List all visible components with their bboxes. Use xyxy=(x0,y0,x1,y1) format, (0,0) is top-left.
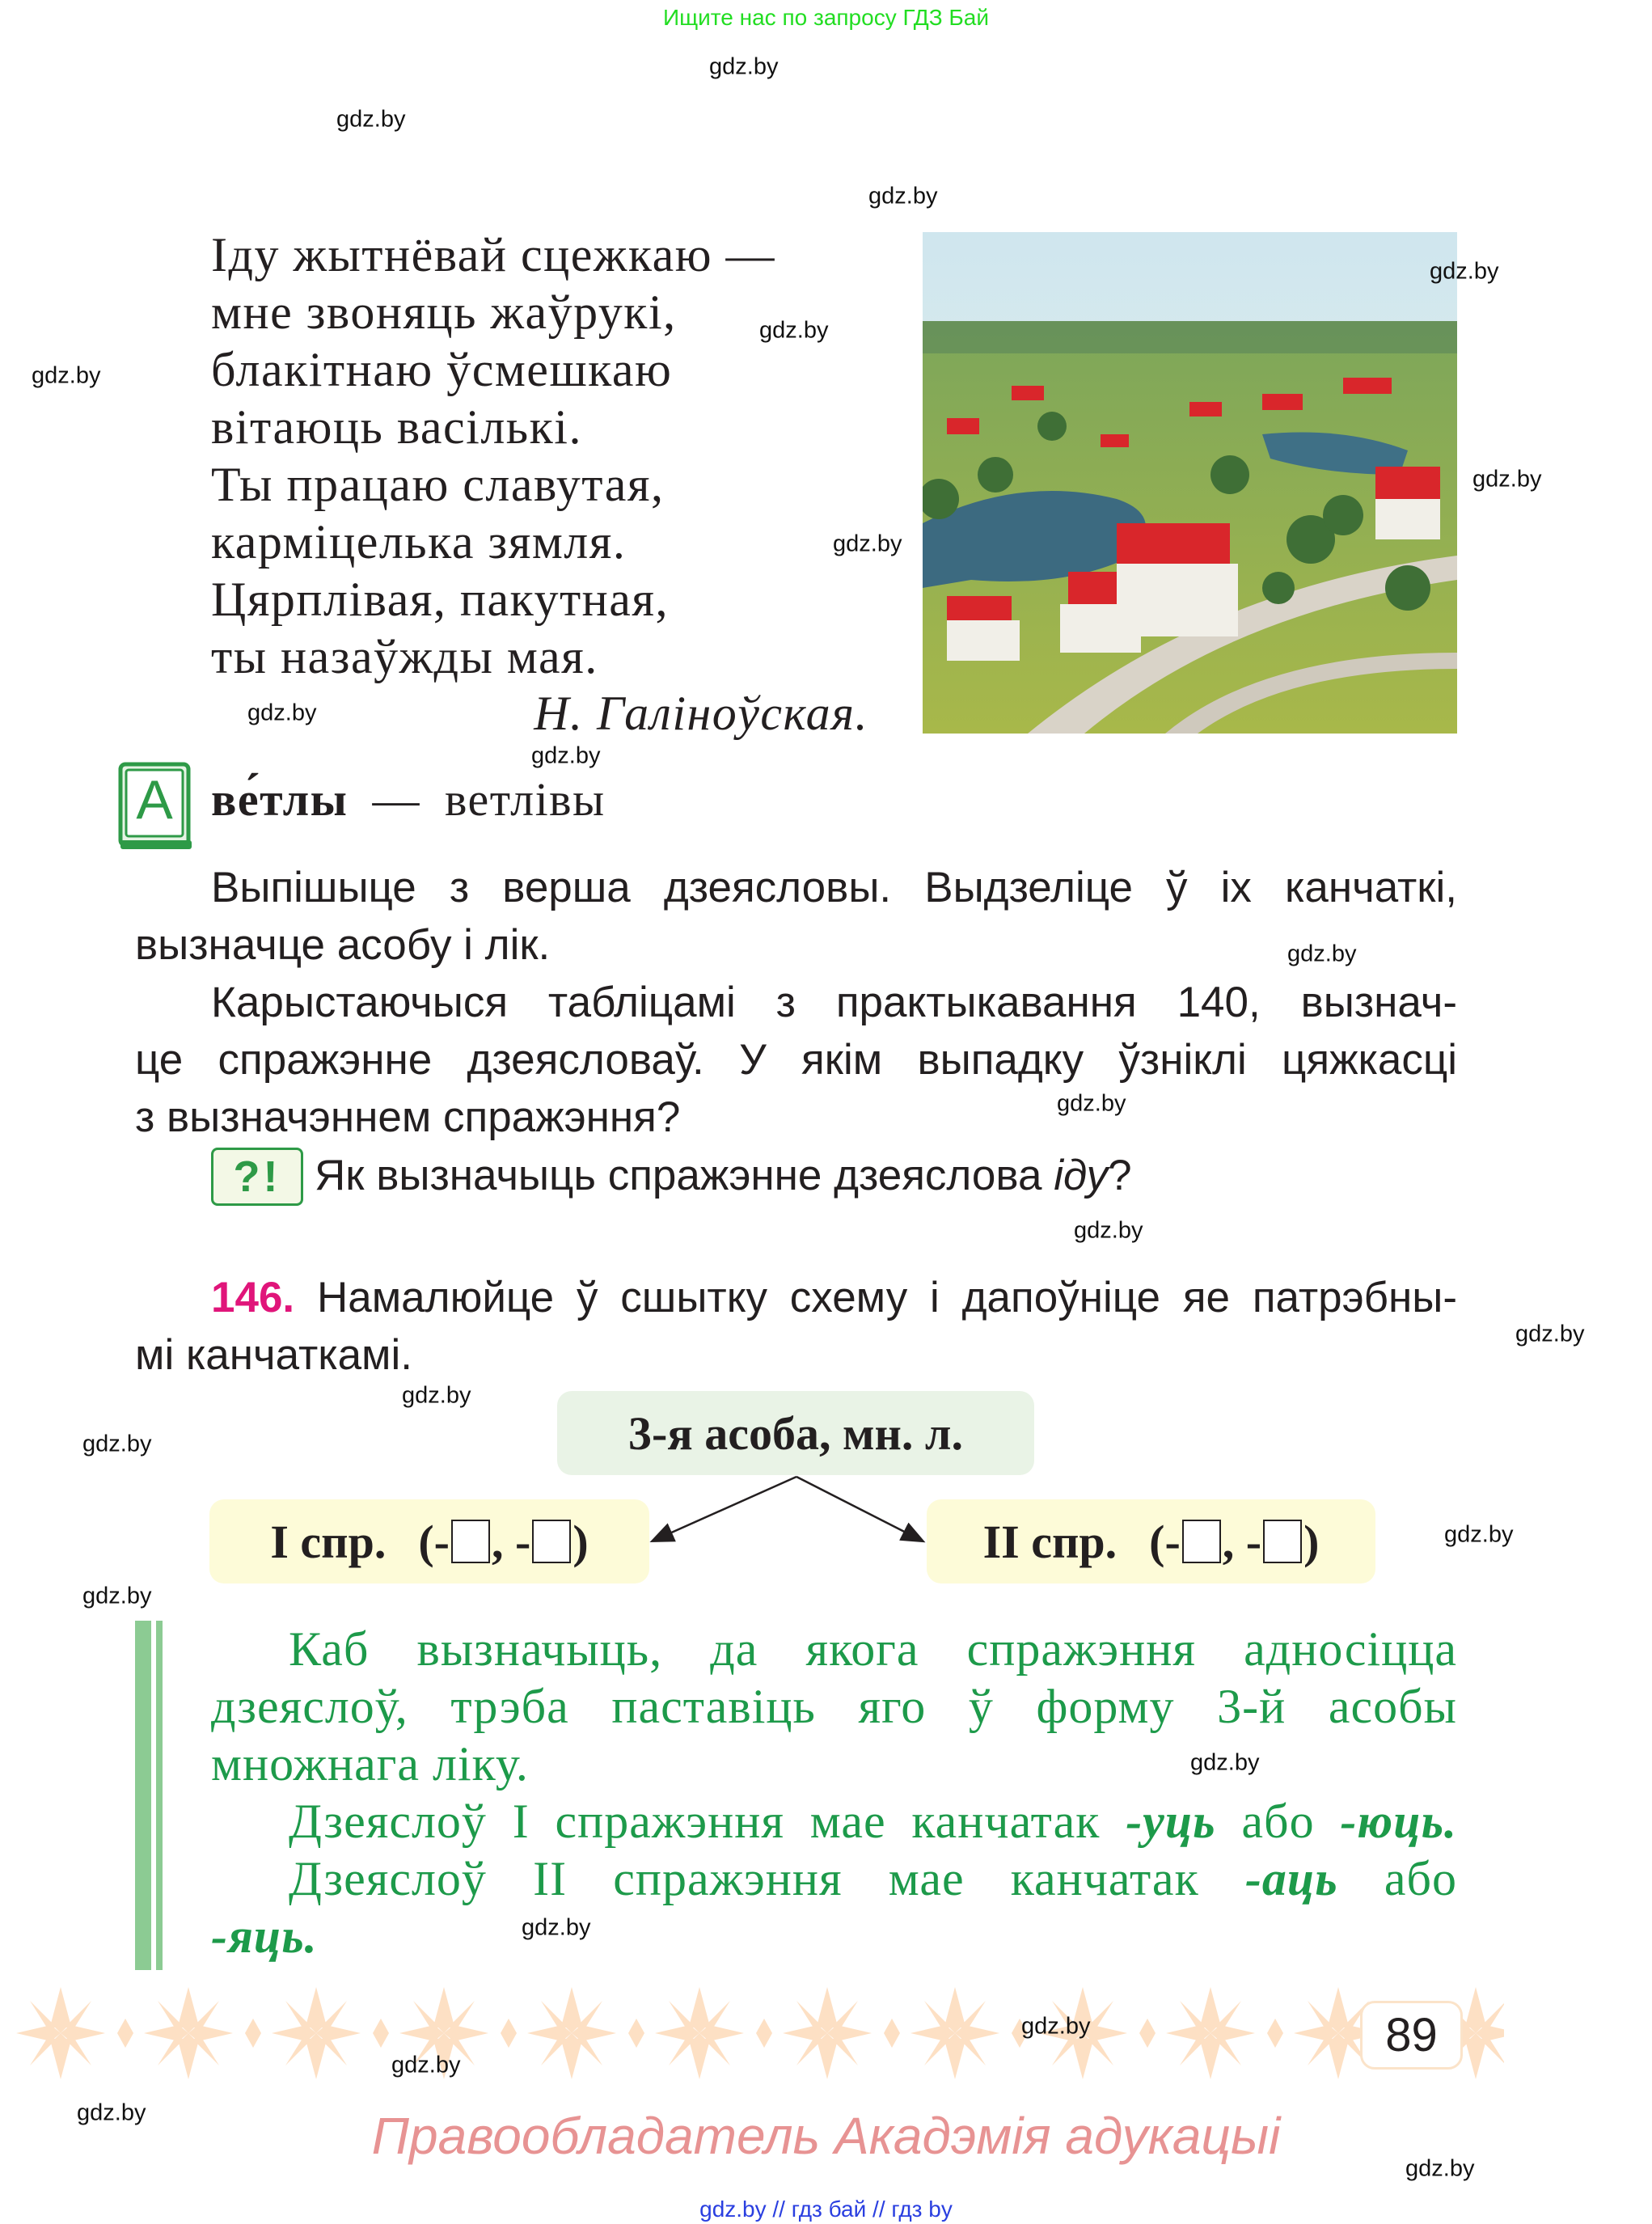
poem-line: Ты працаю славутая, xyxy=(211,458,665,511)
task-line: це спражэнне дзеясловаў. У якім выпадку ўзніклі цяжкасці xyxy=(135,1036,1457,1084)
exercise-line: мі канчаткамі. xyxy=(135,1331,412,1379)
diagram-conjugation-2-box xyxy=(927,1499,1375,1583)
watermark: gdz.by xyxy=(868,183,938,209)
conjugation-label: I спр. xyxy=(270,1515,387,1568)
task-line: з вызначэннем спражэння? xyxy=(135,1093,681,1141)
paren-close: ) xyxy=(572,1515,589,1568)
vocab-word: ве́тлы xyxy=(211,773,349,826)
exercise-line xyxy=(135,1269,1457,1326)
watermark: gdz.by xyxy=(1190,1749,1260,1776)
question-text-part: Як вызначыць спражэнне дзеяслова xyxy=(315,1152,1054,1199)
exercise-text: Намалюйце ў сшытку схему і дапоўніце яе патрэбны- xyxy=(294,1274,1457,1321)
search-banner[interactable]: Ищите нас по запросу ГДЗ Бай xyxy=(662,5,990,30)
watermark: gdz.by xyxy=(82,1431,152,1457)
rule-text: Дзеяслоў II спражэння мае канчатак xyxy=(289,1852,1245,1905)
dictionary-book-icon xyxy=(118,762,192,852)
arrow-left xyxy=(653,1477,796,1541)
watermark: gdz.by xyxy=(1287,941,1357,967)
watermark: gdz.by xyxy=(759,317,829,344)
watermark: gdz.by xyxy=(1515,1321,1585,1347)
vocab-entry xyxy=(211,772,606,827)
ending-slot xyxy=(532,1520,571,1563)
poem-line: ты назаўжды мая. xyxy=(211,630,598,683)
rule-text: Дзеяслоў I спражэння мае канчатак xyxy=(289,1795,1126,1848)
poem-line: Іду жытнёвай сцежкаю — xyxy=(211,228,776,281)
separator: , - xyxy=(491,1515,531,1568)
paren-open: (- xyxy=(1149,1515,1181,1568)
diagram-root-box: 3-я асоба, мн. л. xyxy=(557,1391,1034,1475)
task-line: Карыстаючыся табліцамі з практыкавання 140, вызнач- xyxy=(211,979,1457,1026)
paren-close: ) xyxy=(1303,1515,1320,1568)
watermark: gdz.by xyxy=(32,362,101,389)
watermark: gdz.by xyxy=(833,531,902,557)
watermark: gdz.by xyxy=(709,53,779,80)
rule-line xyxy=(211,1908,1457,1965)
poem xyxy=(211,226,775,686)
watermark: gdz.by xyxy=(1405,2155,1475,2182)
diagram-conjugation-1-box xyxy=(209,1499,649,1583)
ending: -аць xyxy=(1244,1852,1338,1905)
poem-line: мне звоняць жаўрукі, xyxy=(211,285,677,339)
rule-text: або xyxy=(1337,1852,1457,1905)
page-number: 89 xyxy=(1360,2001,1463,2070)
vocab-dash: — xyxy=(372,773,420,826)
watermark: gdz.by xyxy=(82,1583,152,1609)
question-badge: ?! xyxy=(211,1148,303,1206)
exercise-number: 146. xyxy=(211,1274,295,1321)
poem-author: Н. Галіноўская. xyxy=(534,687,868,740)
town-aerial-photo xyxy=(923,232,1457,734)
rule-line: дзеяслоў, трэба паставіць яго ў форму 3-й асобы xyxy=(211,1680,1457,1733)
question-word: іду xyxy=(1054,1152,1109,1199)
task-2 xyxy=(135,974,1457,1146)
ending-slot xyxy=(1182,1520,1221,1563)
watermark: gdz.by xyxy=(1057,1090,1126,1117)
rule-line xyxy=(211,1793,1457,1850)
copyright-notice: Правообладатель Акадэмія адукацыі xyxy=(371,2107,1281,2165)
task-line: Выпішыце з верша дзеясловы. Выдзеліце ў іх канчаткі, xyxy=(211,864,1457,911)
question-mark: ? xyxy=(1108,1152,1132,1199)
rule-line xyxy=(211,1850,1457,1908)
ending-slot xyxy=(451,1520,490,1563)
rule-line: множнага ліку. xyxy=(211,1737,529,1791)
watermark: gdz.by xyxy=(1021,2013,1091,2040)
watermark: gdz.by xyxy=(1472,466,1542,493)
arrow-right xyxy=(796,1477,922,1541)
watermark: gdz.by xyxy=(531,742,601,769)
poem-line: вітаюць васількі. xyxy=(211,400,582,454)
watermark: gdz.by xyxy=(1444,1521,1514,1548)
question-text xyxy=(315,1147,1132,1204)
ending: -яць. xyxy=(211,1909,318,1963)
folk-ornament-band xyxy=(16,1987,1504,2079)
watermark: gdz.by xyxy=(77,2099,146,2126)
separator: , - xyxy=(1222,1515,1262,1568)
footer-links[interactable]: gdz.by // гдз бай // гдз by xyxy=(699,2197,953,2222)
poem-line: блакітнаю ўсмешкаю xyxy=(211,343,673,396)
task-line: вызначце асобу і лік. xyxy=(135,921,551,969)
watermark: gdz.by xyxy=(1074,1217,1143,1244)
rule-bar xyxy=(156,1621,163,1970)
watermark: gdz.by xyxy=(1430,258,1499,285)
watermark: gdz.by xyxy=(402,1382,471,1409)
grammar-rule xyxy=(211,1621,1457,1965)
poem-line: Цярплівая, пакутная, xyxy=(211,573,670,626)
poem-line: карміцелька зямля. xyxy=(211,515,627,569)
watermark: gdz.by xyxy=(391,2052,461,2078)
rule-text: або xyxy=(1215,1795,1341,1848)
ending-slot xyxy=(1263,1520,1302,1563)
ending: -юць. xyxy=(1340,1795,1457,1848)
ending: -уць xyxy=(1126,1795,1216,1848)
paren-open: (- xyxy=(418,1515,450,1568)
watermark: gdz.by xyxy=(247,700,317,726)
vocab-translation: ветлівы xyxy=(444,773,606,826)
conjugation-label: II спр. xyxy=(982,1515,1118,1568)
task-1 xyxy=(135,859,1457,974)
exercise-146 xyxy=(135,1269,1457,1384)
watermark: gdz.by xyxy=(336,106,406,133)
rule-bar xyxy=(135,1621,151,1970)
rule-line: Каб вызначыць, да якога спражэння адносіцца xyxy=(289,1622,1457,1676)
vocab-icon-letter: A xyxy=(136,769,173,831)
watermark: gdz.by xyxy=(522,1914,591,1941)
